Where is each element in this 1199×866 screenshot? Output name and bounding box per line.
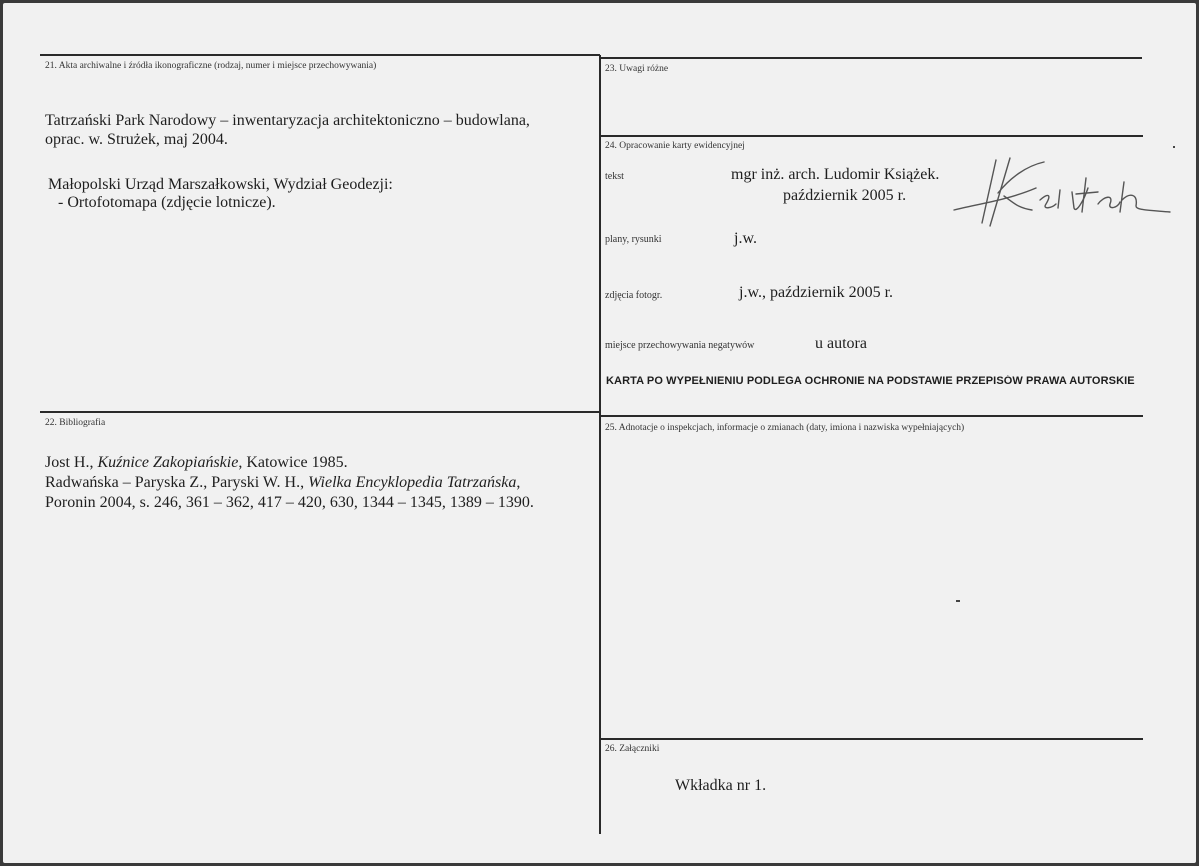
center-divider — [599, 55, 601, 834]
scan-speck — [1173, 146, 1175, 148]
section-23-label: 23. Uwagi różne — [605, 64, 669, 74]
entry-2-title: Wielka Encyklopedia Tatrzańska — [308, 474, 517, 491]
section-21-line-4: - Ortofotomapa (zdjęcie lotnicze). — [58, 194, 276, 211]
tekst-date: październik 2005 r. — [783, 187, 907, 204]
entry-1-rest: , Katowice 1985. — [238, 454, 348, 471]
section-22-label: 22. Bibliografia — [45, 418, 106, 428]
rule-section-24 — [600, 135, 1143, 137]
bibliography-entry-1 — [45, 453, 348, 473]
section-26-label: 26. Załączniki — [605, 744, 660, 754]
section-21-label: 21. Akta archiwalne i źródła ikonograficzne (rodzaj, numer i miejsce przechowywania) — [45, 61, 377, 71]
miejsce-label: miejsce przechowywania negatywów — [605, 340, 755, 351]
entry-1-title: Kuźnice Zakopiańskie — [97, 454, 239, 471]
section-21-line-3: Małopolski Urząd Marszałkowski, Wydział Geodezji: — [48, 176, 393, 193]
entry-2-rest: , — [516, 474, 521, 491]
zdjecia-label: zdjęcia fotogr. — [605, 290, 663, 301]
plany-value: j.w. — [734, 230, 757, 247]
handwritten-signature — [948, 148, 1173, 228]
entry-1-author: Jost H., — [45, 454, 98, 471]
scan-speck — [956, 600, 960, 602]
tekst-label: tekst — [605, 171, 624, 182]
top-rule-left — [40, 54, 600, 56]
section-25-label: 25. Adnotacje o inspekcjach, informacje o zmianach (daty, imiona i nazwiska wypełniających) — [605, 423, 965, 433]
top-rule-right — [600, 57, 1142, 59]
copyright-notice: KARTA PO WYPEŁNIENIU PODLEGA OCHRONIE NA PODSTAWIE PRZEPISÓW PRAWA AUTORSKIE — [606, 375, 1135, 387]
attachment-value: Wkładka nr 1. — [675, 777, 767, 794]
section-21-line-2: oprac. w. Strużek, maj 2004. — [45, 131, 228, 148]
entry-2-author: Radwańska – Paryska Z., Paryski W. H., — [45, 474, 309, 491]
section-21-line-1: Tatrzański Park Narodowy – inwentaryzacja architektoniczno – budowlana, — [45, 112, 530, 129]
tekst-author: mgr inż. arch. Ludomir Książek. — [731, 166, 940, 183]
rule-section-25 — [600, 415, 1143, 417]
zdjecia-value: j.w., październik 2005 r. — [739, 284, 894, 301]
bibliography-entry-2-line-2: Poronin 2004, s. 246, 361 – 362, 417 – 420, 630, 1344 – 1345, 1389 – 1390. — [45, 494, 534, 511]
miejsce-value: u autora — [815, 335, 867, 352]
plany-label: plany, rysunki — [605, 234, 662, 245]
rule-section-22 — [40, 411, 600, 413]
section-24-label: 24. Opracowanie karty ewidencyjnej — [605, 141, 745, 151]
bibliography-entry-2 — [45, 473, 520, 493]
record-card — [3, 3, 1196, 863]
rule-section-26 — [600, 738, 1143, 740]
